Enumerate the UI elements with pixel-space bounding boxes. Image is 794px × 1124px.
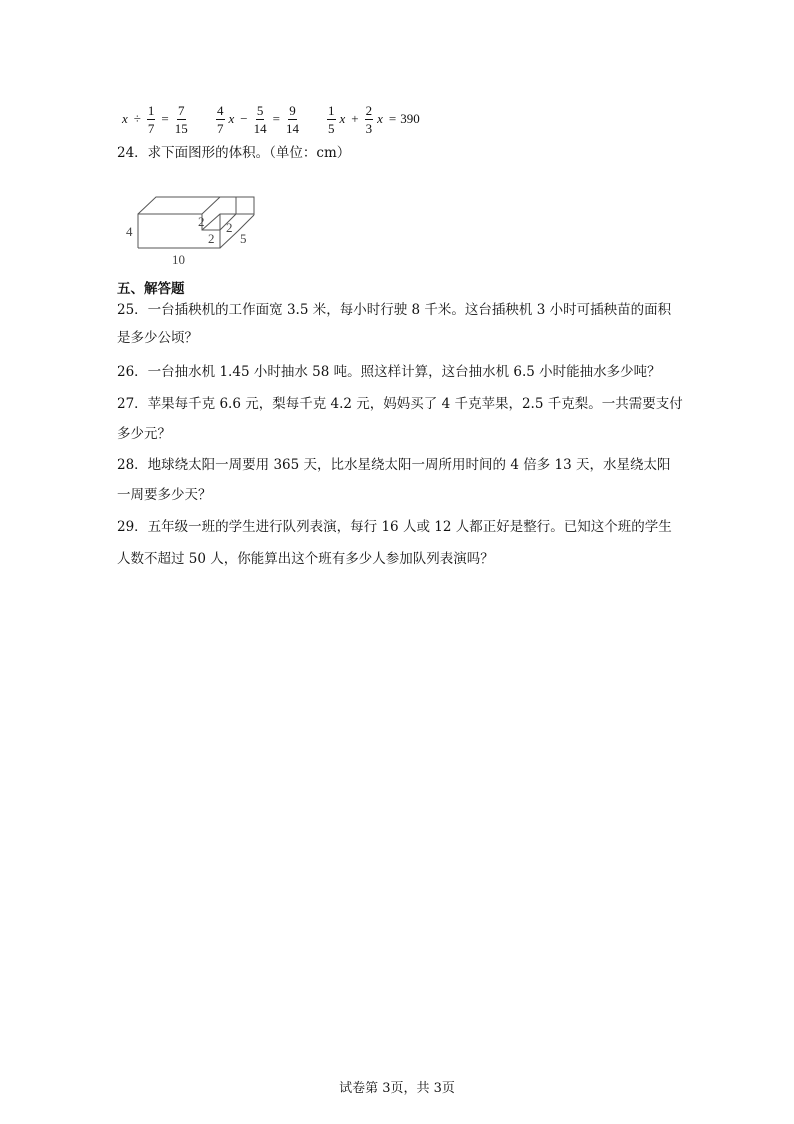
equation-1 xyxy=(120,99,190,139)
question-28-line-1: 28．地球绕太阳一周要用 365 天，比水星绕太阳一周所用时间的 4 倍多 13 天，水星绕太阳 xyxy=(117,457,671,473)
equation-3 xyxy=(325,99,420,139)
question-24: 24．求下面图形的体积。（单位：cm） xyxy=(117,145,351,161)
denominator: 7 xyxy=(147,120,155,136)
fraction xyxy=(365,104,374,135)
equals-sign: = xyxy=(388,111,397,126)
question-26-line-1: 26．一台抽水机 1.45 小时抽水 58 吨。照这样计算，这台抽水机 6.5 小时能抽水多少吨？ xyxy=(117,364,661,380)
numerator: 1 xyxy=(147,102,155,118)
question-27-line-2: 多少元？ xyxy=(117,426,171,442)
question-25-line-1: 25．一台插秧机的工作面宽 3.5 米，每小时行驶 8 千米。这台插秧机 3 小时可插秧苗的面积 xyxy=(117,302,672,318)
denominator: 5 xyxy=(328,120,335,136)
equals-sign: = xyxy=(272,111,280,126)
page-footer: 试卷第 3页，共 3页 xyxy=(339,1081,455,1096)
figure-edge xyxy=(202,197,220,214)
label-width: 5 xyxy=(240,231,247,246)
question-29-line-2: 人数不超过 50 人，你能算出这个班有多少人参加队列表演吗？ xyxy=(117,551,494,567)
numerator: 7 xyxy=(178,102,185,118)
equation-2 xyxy=(214,99,301,139)
variable-x: x xyxy=(339,111,346,126)
figure-top-edge xyxy=(138,197,254,215)
solid-figure xyxy=(120,178,270,268)
label-height: 4 xyxy=(126,224,133,239)
right-hand-side: 390 xyxy=(400,111,420,126)
denominator: 15 xyxy=(174,120,188,136)
operator: + xyxy=(351,111,359,126)
equals-sign: = xyxy=(161,111,169,126)
variable-x: x xyxy=(377,111,383,126)
fraction xyxy=(327,104,336,135)
question-29-line-1: 29．五年级一班的学生进行队列表演，每行 16 人或 12 人都正好是整行。已知这个班的学生 xyxy=(117,519,672,535)
label-notch-width: 2 xyxy=(208,231,215,246)
denominator: 14 xyxy=(253,120,267,136)
denominator: 14 xyxy=(285,120,299,136)
variable-x: x xyxy=(122,111,128,126)
fraction xyxy=(286,104,299,135)
label-length: 10 xyxy=(172,252,185,267)
numerator: 2 xyxy=(365,102,373,118)
fraction xyxy=(216,104,225,135)
denominator: 3 xyxy=(365,120,373,136)
label-notch-depth: 2 xyxy=(226,220,233,235)
question-27-line-1: 27．苹果每千克 6.6 元，梨每千克 4.2 元，妈妈买了 4 千克苹果，2.5 千克梨。一共需要支付 xyxy=(117,396,683,412)
question-25-line-2: 是多少公顷？ xyxy=(117,330,198,346)
operator: − xyxy=(240,111,248,126)
label-notch-height: 2 xyxy=(198,214,205,229)
fraction xyxy=(254,104,267,135)
operator: ÷ xyxy=(133,111,141,126)
fraction xyxy=(175,104,188,135)
numerator: 4 xyxy=(217,102,224,118)
denominator: 7 xyxy=(217,120,224,136)
numerator: 1 xyxy=(328,102,335,118)
fraction xyxy=(147,104,156,135)
numerator: 9 xyxy=(289,102,296,118)
variable-x: x xyxy=(228,111,235,126)
question-28-line-2: 一周要多少天？ xyxy=(117,487,212,503)
numerator: 5 xyxy=(256,102,264,118)
section-heading: 五、解答题 xyxy=(117,281,185,297)
